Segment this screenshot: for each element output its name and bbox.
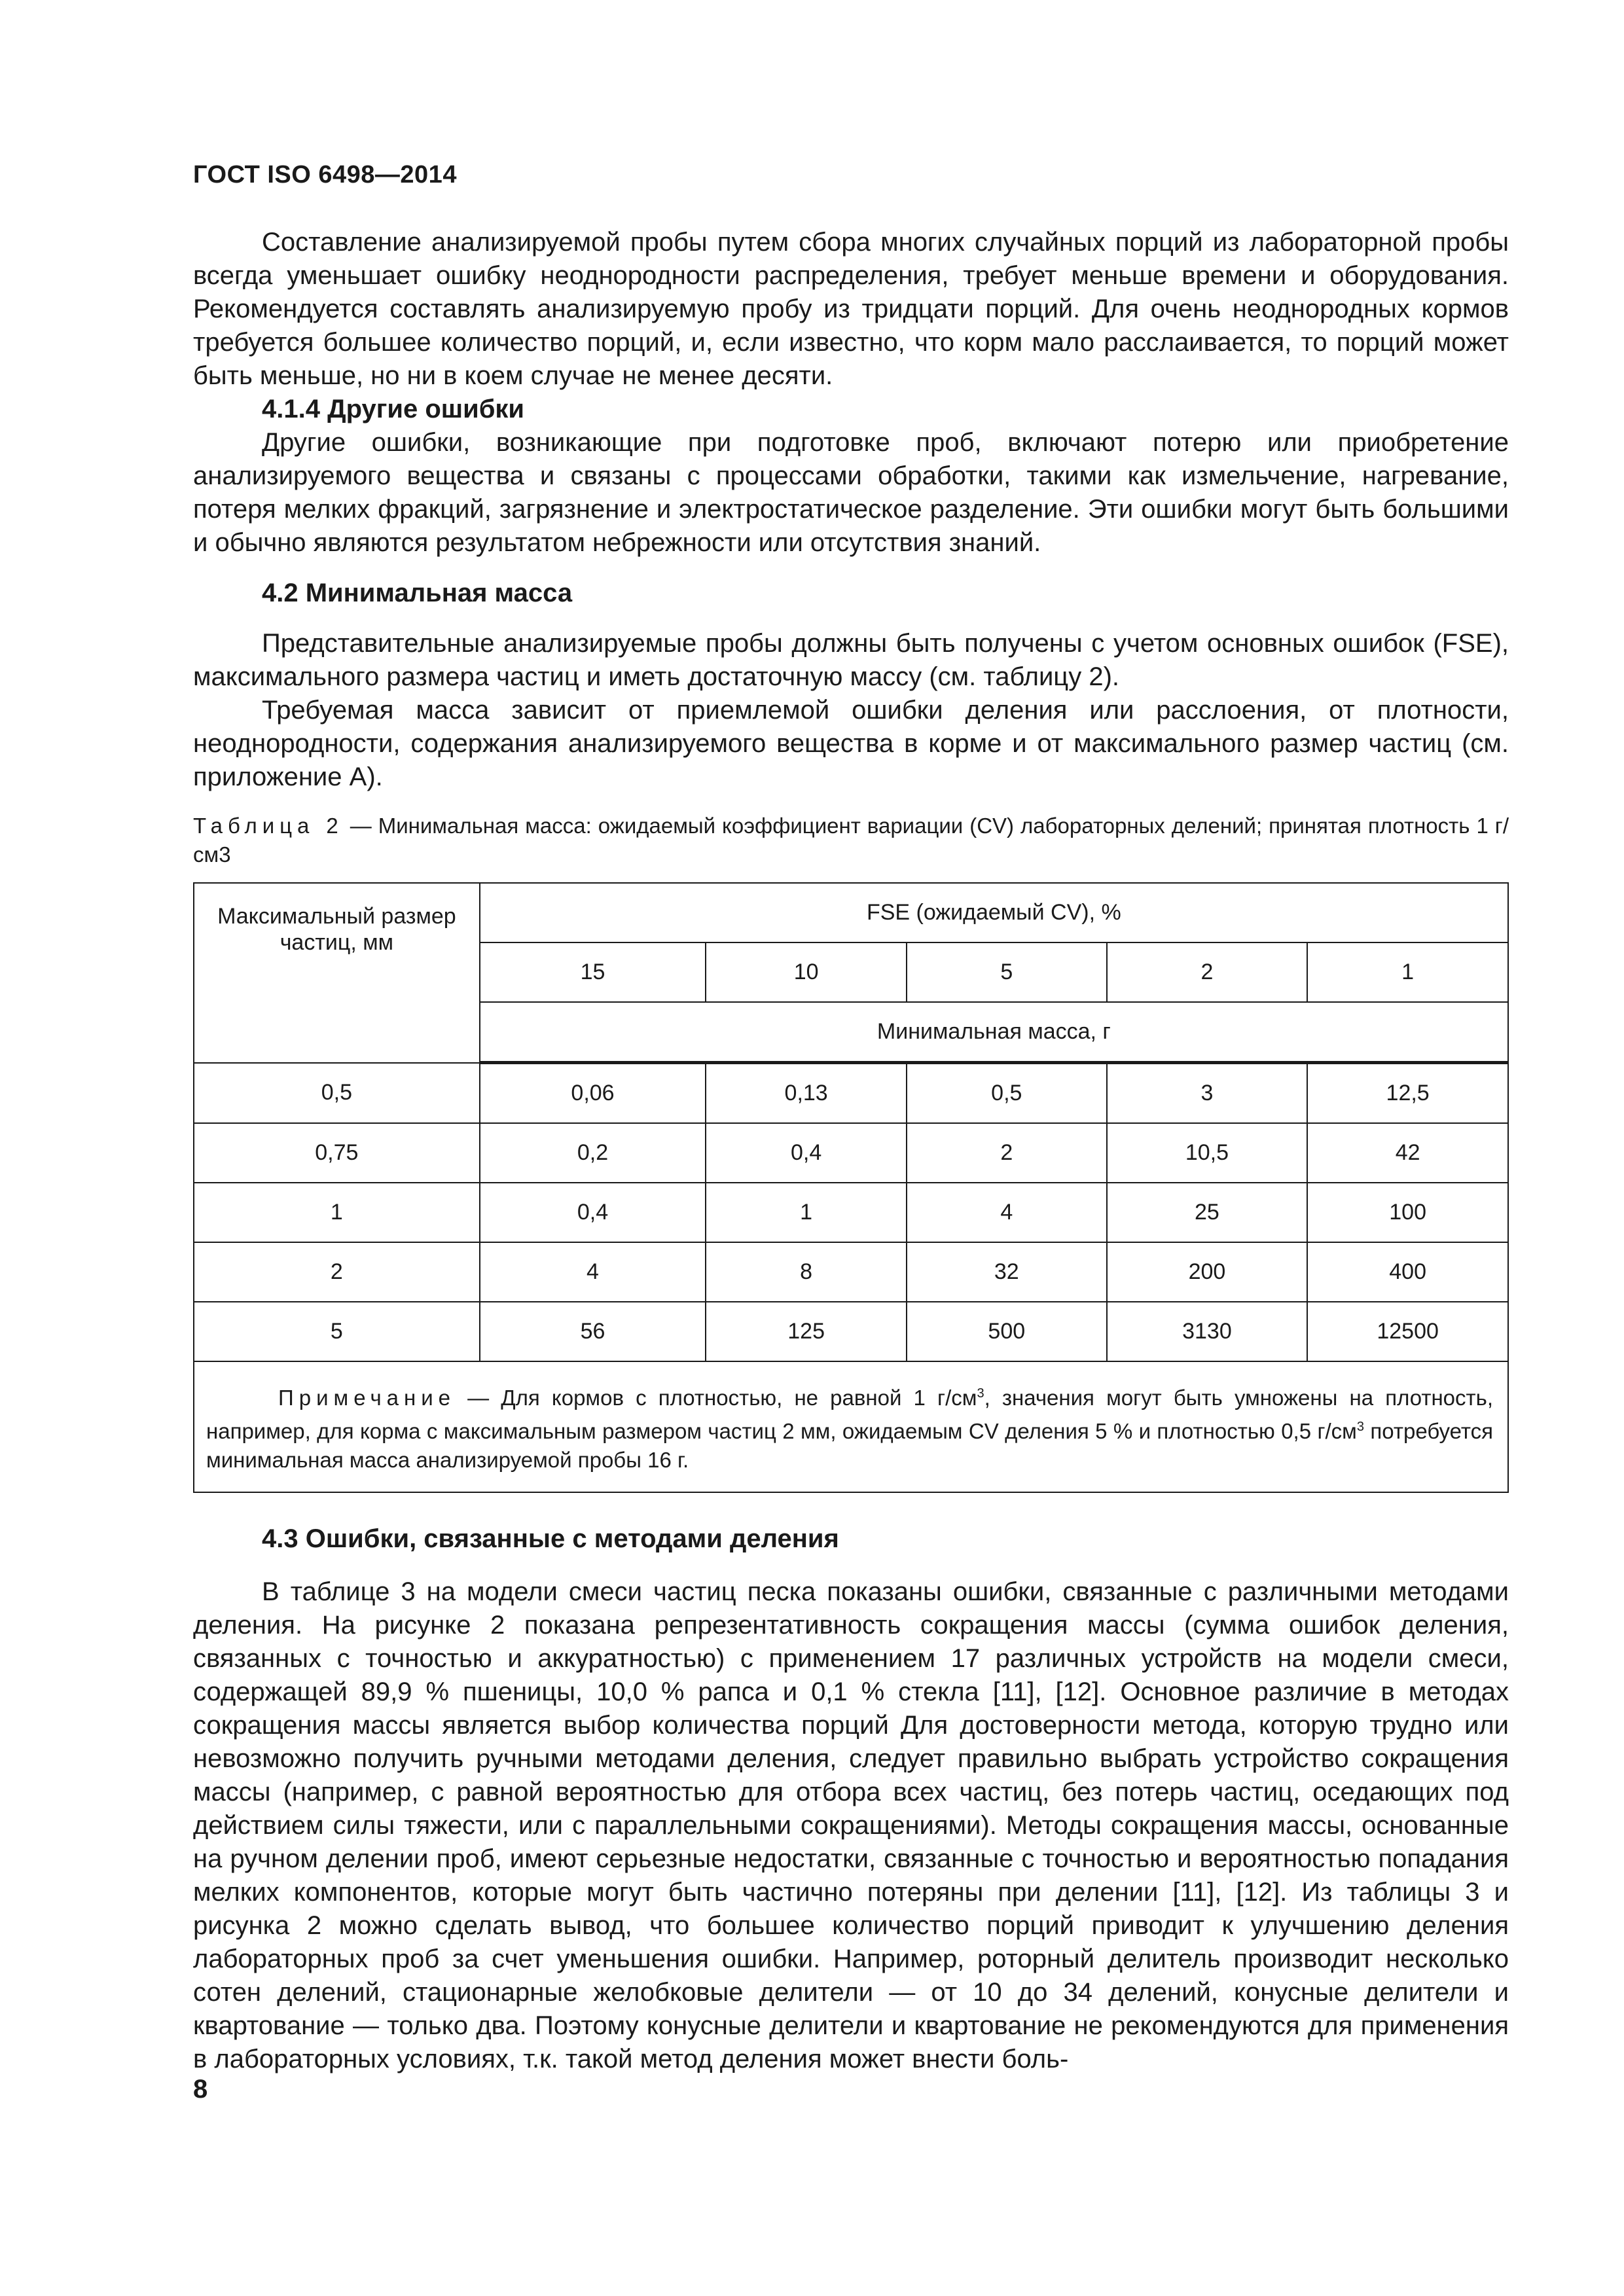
table-row xyxy=(194,1302,1508,1361)
table-2-caption xyxy=(193,812,1509,869)
table-cell: 2 xyxy=(907,1123,1107,1183)
heading-4-2: 4.2 Минимальная масса xyxy=(262,579,573,607)
table-cell: 100 xyxy=(1307,1183,1508,1242)
table-2-label: Таблица 2 xyxy=(193,814,344,838)
paragraph-portions: Составление анализируемой пробы путем сбора многих случайных порций из лабораторной пробы всегда уменьшает ошибку неоднородности распределения, требует меньше времени и оборудования. Рекомендуется составлять анализируемую пробу из тридцати порций. Для очень неоднородных кормов требуется большее количество порций, и, если известно, что корм мало расслаивается, то порций может быть меньше, но ни в коем случае не менее десяти. xyxy=(193,228,1509,390)
paragraph-representative-samples: Представительные анализируемые пробы должны быть получены с учетом основных ошибок (FSE), максимального размера частиц и иметь достаточную массу (см. таблицу 2). xyxy=(193,629,1509,691)
table-cell: 4 xyxy=(907,1183,1107,1242)
table-row xyxy=(194,1123,1508,1183)
table-cell: 0,06 xyxy=(480,1063,706,1124)
section-4-3-text xyxy=(193,1522,1509,2076)
note-text-part-3: потребуется минимальная масса анализируемой пробы 16 г. xyxy=(206,1419,1493,1472)
table-cell: 32 xyxy=(907,1242,1107,1302)
table-cell: 3 xyxy=(1107,1063,1308,1124)
table-cell: 4 xyxy=(480,1242,706,1302)
note-text-part-1: — Для кормов с плотностью, не равной 1 г/см xyxy=(456,1386,977,1410)
table-note xyxy=(194,1361,1508,1492)
table-cell: 12500 xyxy=(1307,1302,1508,1361)
heading-4-1-4: 4.1.4 Другие ошибки xyxy=(262,395,525,423)
table-cell: 8 xyxy=(706,1242,907,1302)
table-cell: 0,2 xyxy=(480,1123,706,1183)
header-fse-value: 10 xyxy=(706,942,907,1002)
paragraph-division-methods: В таблице 3 на модели смеси частиц песка показаны ошибки, связанные с различными методами деления. На рисунке 2 показана репрезентативность сокращения массы (сумма ошибок деления, связанных с точностью и аккуратностью) с применением 17 различных устройств на модели смеси, содержащей 89,9 % пшеницы, 10,0 % рапса и 0,1 % стекла [11], [12]. Основное различие в методах сокращения массы является выбор количества порций Для достоверности метода, которую трудно или невозможно получить ручными методами деления, следует правильно выбрать устройство сокращения массы (например, с равной вероятностью для отбора всех частиц, без потерь частиц, оседающих под действием силы тяжести, или с параллельными сокращениями). Методы сокращения массы, основанные на ручном делении проб, имеют серьезные недостатки, связанные с точностью и вероятностью попадания мелких компонентов, которые могут быть частично потеряны при делении [11], [12]. Из таблицы 3 и рисунка 2 можно сделать вывод, что большее количество порций приводит к улучшению деления лабораторных проб за счет уменьшения ошибки. Например, роторный делитель производит несколько сотен делений, стационарные желобковые делители — от 10 до 34 делений, конусные делители и квартование — только два. Поэтому конусные делители и квартование не рекомендуются для применения в лабораторных условиях, т.к. такой метод деления может внести боль- xyxy=(193,1577,1509,2073)
header-fse-value: 1 xyxy=(1307,942,1508,1002)
table-cell: 10,5 xyxy=(1107,1123,1308,1183)
table-cell: 25 xyxy=(1107,1183,1308,1242)
table-2-minimum-mass xyxy=(193,882,1509,1493)
header-min-mass: Минимальная масса, г xyxy=(480,1002,1508,1063)
table-cell: 0,4 xyxy=(480,1183,706,1242)
header-fse-value: 2 xyxy=(1107,942,1308,1002)
table-cell: 12,5 xyxy=(1307,1063,1508,1124)
table-cell: 3130 xyxy=(1107,1302,1308,1361)
table-cell: 400 xyxy=(1307,1242,1508,1302)
table-cell: 56 xyxy=(480,1302,706,1361)
note-text-part-2: , значения могут быть умножены на плотность, например, для корма с максимальным размером частиц 2 мм, ожидаемым CV деления 5 % и плотностью 0,5 г/см xyxy=(206,1386,1493,1443)
table-note-row xyxy=(194,1361,1508,1492)
table-cell: 1 xyxy=(706,1183,907,1242)
table-cell: 1 xyxy=(194,1183,480,1242)
header-fse-value: 5 xyxy=(907,942,1107,1002)
page-number: 8 xyxy=(193,2075,208,2104)
paragraph-required-mass: Требуемая масса зависит от приемлемой ошибки деления или расслоения, от плотности, неоднородности, содержания анализируемого вещества в корме и от максимального размер частиц (см. приложение А). xyxy=(193,696,1509,791)
table-row xyxy=(194,1063,1508,1124)
document-page xyxy=(193,0,1509,2296)
table-cell: 42 xyxy=(1307,1123,1508,1183)
table-cell: 125 xyxy=(706,1302,907,1361)
table-cell: 5 xyxy=(194,1302,480,1361)
table-cell: 0,5 xyxy=(907,1063,1107,1124)
table-row xyxy=(194,1183,1508,1242)
table-cell: 2 xyxy=(194,1242,480,1302)
heading-4-3: 4.3 Ошибки, связанные с методами деления xyxy=(262,1524,839,1553)
note-label: Примечание xyxy=(278,1386,456,1410)
table-2-title: — Минимальная масса: ожидаемый коэффициент вариации (CV) лабораторных делений; принятая плотность 1 г/см3 xyxy=(193,814,1509,867)
note-superscript: 3 xyxy=(977,1386,984,1401)
table-cell: 0,5 xyxy=(194,1063,480,1124)
note-superscript: 3 xyxy=(1356,1420,1364,1434)
table-cell: 0,4 xyxy=(706,1123,907,1183)
table-cell: 0,75 xyxy=(194,1123,480,1183)
paragraph-other-errors: Другие ошибки, возникающие при подготовке проб, включают потерю или приобретение анализируемого вещества и связаны с процессами обработки, такими как измельчение, нагревание, потеря мелких фракций, загрязнение и электростатическое разделение. Эти ошибки могут быть большими и обычно являются результатом небрежности или отсутствия знаний. xyxy=(193,428,1509,557)
section-4-1-text xyxy=(193,226,1509,794)
header-fse: FSE (ожидаемый CV), % xyxy=(480,883,1508,942)
table-cell: 0,13 xyxy=(706,1063,907,1124)
table-row xyxy=(194,1242,1508,1302)
table-header-row-1 xyxy=(194,883,1508,942)
document-code-header: ГОСТ ISO 6498—2014 xyxy=(193,161,457,188)
table-cell: 500 xyxy=(907,1302,1107,1361)
table-cell: 200 xyxy=(1107,1242,1308,1302)
header-max-particle-size: Максимальный размер частиц, мм xyxy=(194,883,480,1063)
header-fse-value: 15 xyxy=(480,942,706,1002)
